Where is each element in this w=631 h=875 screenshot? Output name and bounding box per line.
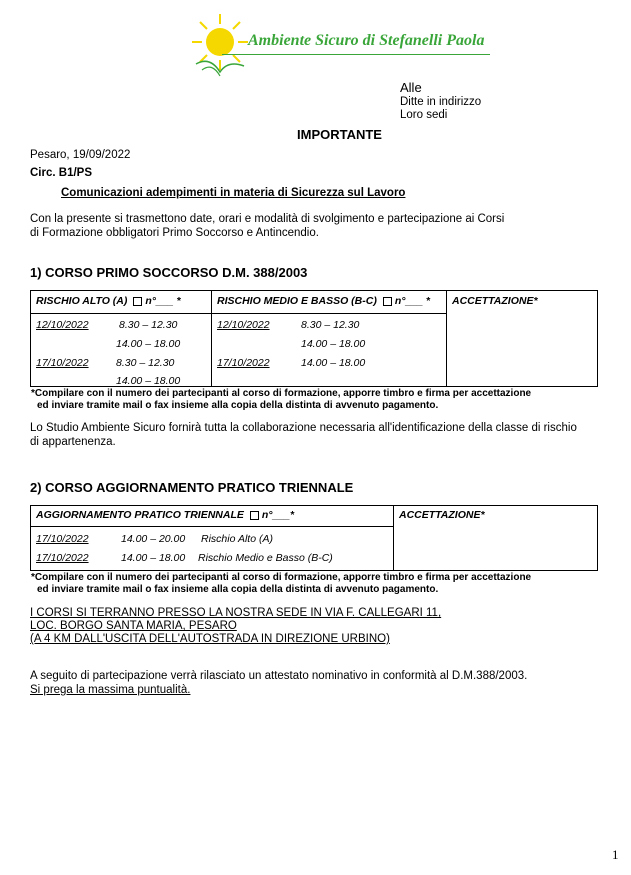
s1-a-time-2b: 14.00 – 18.00 xyxy=(116,375,181,387)
recipient-ditte: Ditte in indirizzo xyxy=(400,96,482,108)
location-line-1: I CORSI SI TERRANNO PRESSO LA NOSTRA SEDE IN VIA F. CALLEGARI 11, xyxy=(30,607,442,619)
section1-col-divider-2 xyxy=(446,291,447,386)
checkbox-alto[interactable] xyxy=(133,297,142,306)
section1-note-1: *Compilare con il numero dei partecipanti al corso di formazione, apporre timbro e firma per accettazione xyxy=(31,388,532,399)
section1-note-2: ed inviare tramite mail o fax insieme alla copia della distinta di avvenuto pagamento. xyxy=(37,400,439,411)
s2-date-1: 17/10/2022 xyxy=(36,533,89,545)
section1-col-divider-1 xyxy=(211,291,212,386)
rischio-medio-label: RISCHIO MEDIO E BASSO (B-C) xyxy=(217,295,377,307)
section1-col-b-header xyxy=(217,295,430,307)
s1-b-time-2a: 14.00 – 18.00 xyxy=(301,357,366,369)
s1-a-time-2a: 8.30 – 12.30 xyxy=(116,357,175,369)
s1-b-time-1a: 8.30 – 12.30 xyxy=(301,319,360,331)
s1-a-date-2: 17/10/2022 xyxy=(36,357,89,369)
support-line-1: Lo Studio Ambiente Sicuro fornirà tutta la collaborazione necessaria all'identificazione della classe di rischio xyxy=(30,422,577,434)
s1-a-time-1a: 8.30 – 12.30 xyxy=(119,319,178,331)
page-number: 1 xyxy=(612,847,619,862)
section1-title: 1) CORSO PRIMO SOCCORSO D.M. 388/2003 xyxy=(30,265,308,280)
sun-logo-icon xyxy=(190,12,250,78)
location-line-2: LOC. BORGO SANTA MARIA, PESARO xyxy=(30,620,237,632)
intro-line-1: Con la presente si trasmettono date, orari e modalità di svolgimento e partecipazione ai Corsi xyxy=(30,213,505,225)
s1-b-time-1b: 14.00 – 18.00 xyxy=(301,338,366,350)
section2-header-divider xyxy=(31,526,393,527)
s2-time-1: 14.00 – 20.00 xyxy=(121,533,186,545)
s1-a-time-1b: 14.00 – 18.00 xyxy=(116,338,181,350)
num-aggiornamento-label: n°___* xyxy=(261,509,295,521)
section1-col-a-header xyxy=(36,295,181,307)
support-line-2: di appartenenza. xyxy=(30,436,116,448)
rischio-alto-label: RISCHIO ALTO (A) xyxy=(36,295,128,307)
logo-text: Ambiente Sicuro di Stefanelli Paola xyxy=(248,32,485,49)
section1-header-divider xyxy=(31,313,446,314)
num-alto-label: n°___ * xyxy=(145,295,181,307)
num-medio-label: n°___ * xyxy=(394,295,430,307)
s2-risk-2: Rischio Medio e Basso (B-C) xyxy=(198,552,333,564)
s1-a-date-1: 12/10/2022 xyxy=(36,319,89,331)
section2-note-1: *Compilare con il numero dei partecipanti al corso di formazione, apporre timbro e firma per accettazione xyxy=(31,572,532,583)
circ-number: Circ. B1/PS xyxy=(30,167,92,179)
logo-underline xyxy=(222,54,490,55)
s2-time-2: 14.00 – 18.00 xyxy=(121,552,186,564)
s1-b-date-1: 12/10/2022 xyxy=(217,319,270,331)
checkbox-aggiornamento[interactable] xyxy=(250,511,259,520)
s1-b-date-2: 17/10/2022 xyxy=(217,357,270,369)
section2-col-divider xyxy=(393,506,394,570)
location-line-3: (A 4 KM DALL'USCITA DELL'AUTOSTRADA IN DIREZIONE URBINO) xyxy=(30,633,390,645)
subject: Comunicazioni adempimenti in materia di Sicurezza sul Lavoro xyxy=(61,187,406,199)
s2-risk-1: Rischio Alto (A) xyxy=(201,533,273,545)
closing-line-1: A seguito di partecipazione verrà rilasciato un attestato nominativo in conformità al D.M.388/2003. xyxy=(30,670,528,682)
section2-col-a-header xyxy=(36,509,294,521)
recipient-alle: Alle xyxy=(400,80,422,95)
s2-date-2: 17/10/2022 xyxy=(36,552,89,564)
section2-col-c-header: ACCETTAZIONE* xyxy=(399,509,485,521)
checkbox-medio[interactable] xyxy=(383,297,392,306)
section2-note-2: ed inviare tramite mail o fax insieme alla copia della distinta di avvenuto pagamento. xyxy=(37,584,439,595)
aggiornamento-label: AGGIORNAMENTO PRATICO TRIENNALE xyxy=(36,509,244,521)
heading-importante: IMPORTANTE xyxy=(297,127,382,142)
place-date: Pesaro, 19/09/2022 xyxy=(30,149,131,161)
recipient-sedi: Loro sedi xyxy=(400,109,448,121)
section2-title: 2) CORSO AGGIORNAMENTO PRATICO TRIENNALE xyxy=(30,480,354,495)
closing-line-2: Si prega la massima puntualità. xyxy=(30,684,191,696)
intro-line-2: di Formazione obbligatori Primo Soccorso e Antincendio. xyxy=(30,227,319,239)
section1-col-c-header: ACCETTAZIONE* xyxy=(452,295,538,307)
